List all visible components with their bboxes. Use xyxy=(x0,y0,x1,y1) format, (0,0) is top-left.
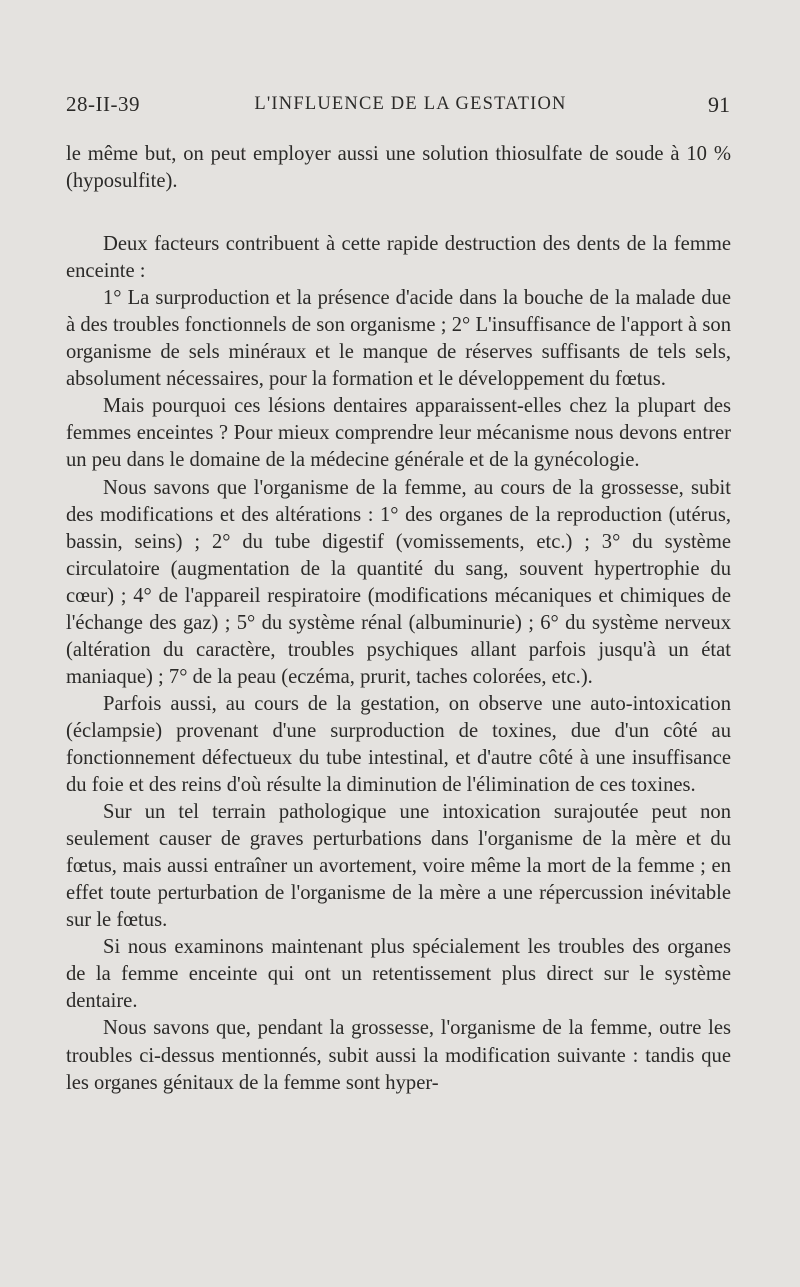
paragraph: Parfois aussi, au cours de la gestation, on observe une auto-intoxication (éclampsie) provenant d'une surproduction de toxines, due d'un côté au fonctionnement défectueux du tube intestinal, et d'autre côté à une insuffisance du foie et des reins d'où résulte la diminution de l'élimination de ces toxines. xyxy=(66,692,731,797)
paragraph: Si nous examinons maintenant plus spécialement les troubles des organes de la femme enceinte qui ont un retentissement plus direct sur le système dentaire. xyxy=(66,936,731,1013)
paragraph: Sur un tel terrain pathologique une intoxication surajoutée peut non seulement causer de graves perturbations dans l'organisme de la mère et du fœtus, mais aussi entraîner un avortement, voire même la mort de la femme ; en effet toute perturbation de l'organisme de la mère a une répercussion inévitable sur le fœtus. xyxy=(66,801,731,932)
paragraph: 1° La surproduction et la présence d'acide dans la bouche de la malade due à des troubles fonctionnels de son organisme ; 2° L'insuffisance de l'apport à son organisme de sels minéraux et le manque de réserves suffisants de tels sels, absolument nécessaires, pour la formation et le développement du fœtus. xyxy=(66,287,731,391)
page-number: 91 xyxy=(708,92,730,117)
header-title: L'INFLUENCE DE LA GESTATION xyxy=(254,94,567,114)
header-date: 28-II-39 xyxy=(66,92,140,116)
body-text xyxy=(66,141,731,1097)
running-header xyxy=(66,92,730,122)
paragraph-continuation: le même but, on peut employer aussi une solution thiosulfate de soude à 10 % (hyposulfite). xyxy=(66,143,731,193)
paragraph: Deux facteurs contribuent à cette rapide destruction des dents de la femme enceinte : xyxy=(66,233,731,283)
paragraph: Mais pourquoi ces lésions dentaires apparaissent-elles chez la plupart des femmes enceintes ? Pour mieux comprendre leur mécanisme nous devons entrer un peu dans le domaine de la médecine générale et de la gynécologie. xyxy=(66,395,731,472)
paragraph: Nous savons que, pendant la grossesse, l'organisme de la femme, outre les troubles ci-dessus mentionnés, subit aussi la modification suivante : tandis que les organes génitaux de la femme sont hyper- xyxy=(66,1017,731,1094)
paragraph: Nous savons que l'organisme de la femme, au cours de la grossesse, subit des modifications et des altérations : 1° des organes de la reproduction (utérus, bassin, seins) ; 2° du tube digestif (vomissements, etc.) ; 3° du système circulatoire (augmentation de la quantité du sang, souvent hypertrophie du cœur) ; 4° de l'appareil respiratoire (modifications mécaniques et chimiques de l'échange des gaz) ; 5° du système rénal (albuminurie) ; 6° du système nerveux (altération du caractère, troubles psychiques allant parfois jusqu'à un état maniaque) ; 7° de la peau (eczéma, prurit, taches colorées, etc.). xyxy=(66,476,731,688)
